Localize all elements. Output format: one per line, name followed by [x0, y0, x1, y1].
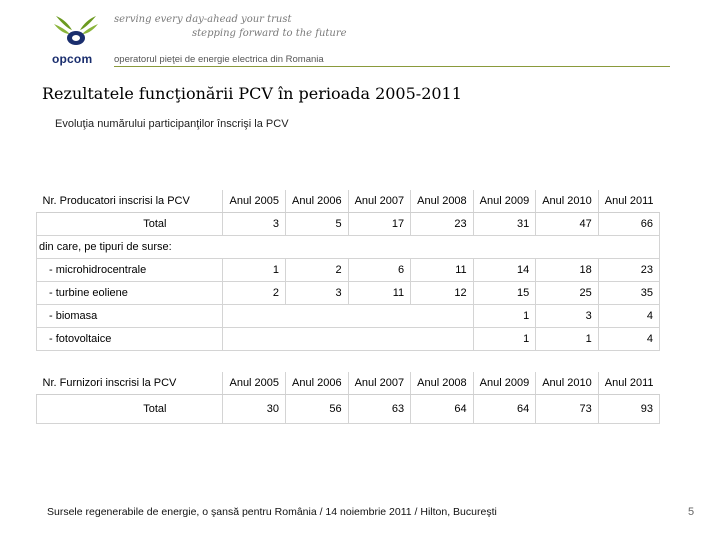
tagline-2: stepping forward to the future	[192, 28, 347, 39]
table-header-cell: Anul 2007	[348, 190, 411, 213]
table-cell: 93	[598, 395, 659, 424]
table-header-cell: Anul 2005	[223, 372, 286, 395]
table-cell: 17	[348, 213, 411, 236]
page-title: Rezultatele funcţionării PCV în perioada 2005-2011	[42, 84, 462, 103]
table-cell: din care, pe tipuri de surse:	[37, 236, 660, 259]
table-header-row	[37, 190, 660, 213]
table-header-cell: Anul 2011	[598, 190, 659, 213]
table-header-cell: Anul 2008	[411, 372, 474, 395]
table-cell: Total	[37, 213, 223, 236]
table-cell: 64	[473, 395, 536, 424]
footer-text: Sursele regenerabile de energie, o şansă pentru România / 14 noiembrie 2011 / Hilton, Bucureşti	[47, 506, 497, 518]
tagline-1: serving every day-ahead your trust	[114, 14, 292, 25]
logo-text: opcom	[52, 52, 93, 66]
table-header-cell: Nr. Furnizori inscrisi la PCV	[37, 372, 223, 395]
table-cell: - microhidrocentrale	[37, 259, 223, 282]
table-cell: 11	[348, 282, 411, 305]
table-cell: 23	[411, 213, 474, 236]
table-cell: 18	[536, 259, 599, 282]
table-cell: 3	[286, 282, 349, 305]
table-header-row	[37, 372, 660, 395]
table-cell: 31	[473, 213, 536, 236]
table-row	[37, 236, 660, 259]
table-row	[37, 259, 660, 282]
table-cell: 63	[348, 395, 411, 424]
page-subtitle: Evoluţia numărului participanţilor înscrişi la PCV	[55, 118, 289, 130]
table-cell: 66	[598, 213, 659, 236]
header-divider	[114, 66, 670, 67]
table-cell: 64	[411, 395, 474, 424]
table-cell: 35	[598, 282, 659, 305]
table-cell: 15	[473, 282, 536, 305]
producers-table	[36, 190, 660, 351]
table-cell: - fotovoltaice	[37, 328, 223, 351]
table-row	[37, 395, 660, 424]
table-row	[37, 305, 660, 328]
table-cell: 73	[536, 395, 599, 424]
table-cell	[223, 328, 473, 351]
table-header-cell: Anul 2008	[411, 190, 474, 213]
table-cell: 1	[473, 305, 536, 328]
table-header-cell: Anul 2010	[536, 372, 599, 395]
table-cell: 2	[286, 259, 349, 282]
table-header-cell: Anul 2010	[536, 190, 599, 213]
table-cell: 23	[598, 259, 659, 282]
table-cell: 14	[473, 259, 536, 282]
table-cell: - biomasa	[37, 305, 223, 328]
table-header-cell: Anul 2007	[348, 372, 411, 395]
table-header-cell: Anul 2005	[223, 190, 286, 213]
table-cell: 11	[411, 259, 474, 282]
table-cell: 1	[536, 328, 599, 351]
table-header-cell: Anul 2009	[473, 372, 536, 395]
table-cell: 6	[348, 259, 411, 282]
table-cell: 4	[598, 305, 659, 328]
table-cell: 25	[536, 282, 599, 305]
table-cell: 30	[223, 395, 286, 424]
table-row	[37, 213, 660, 236]
organization-name: operatorul pieţei de energie electrica din Romania	[114, 54, 324, 65]
table-row	[37, 328, 660, 351]
table-header-cell: Anul 2006	[286, 190, 349, 213]
table-cell: 5	[286, 213, 349, 236]
table-cell: 3	[223, 213, 286, 236]
table-cell: 47	[536, 213, 599, 236]
table-cell: - turbine eoliene	[37, 282, 223, 305]
table-header-cell: Anul 2009	[473, 190, 536, 213]
table-cell: 4	[598, 328, 659, 351]
table-cell: 1	[223, 259, 286, 282]
table-cell: Total	[37, 395, 223, 424]
table-header-cell: Anul 2006	[286, 372, 349, 395]
table-cell: 56	[286, 395, 349, 424]
table-row	[37, 282, 660, 305]
opcom-logo-icon	[52, 14, 100, 48]
table-cell: 2	[223, 282, 286, 305]
page-number: 5	[688, 506, 695, 518]
table-header-cell: Anul 2011	[598, 372, 659, 395]
table-header-cell: Nr. Producatori inscrisi la PCV	[37, 190, 223, 213]
table-cell	[223, 305, 473, 328]
table-cell: 12	[411, 282, 474, 305]
table-cell: 3	[536, 305, 599, 328]
suppliers-table	[36, 372, 660, 424]
table-cell: 1	[473, 328, 536, 351]
